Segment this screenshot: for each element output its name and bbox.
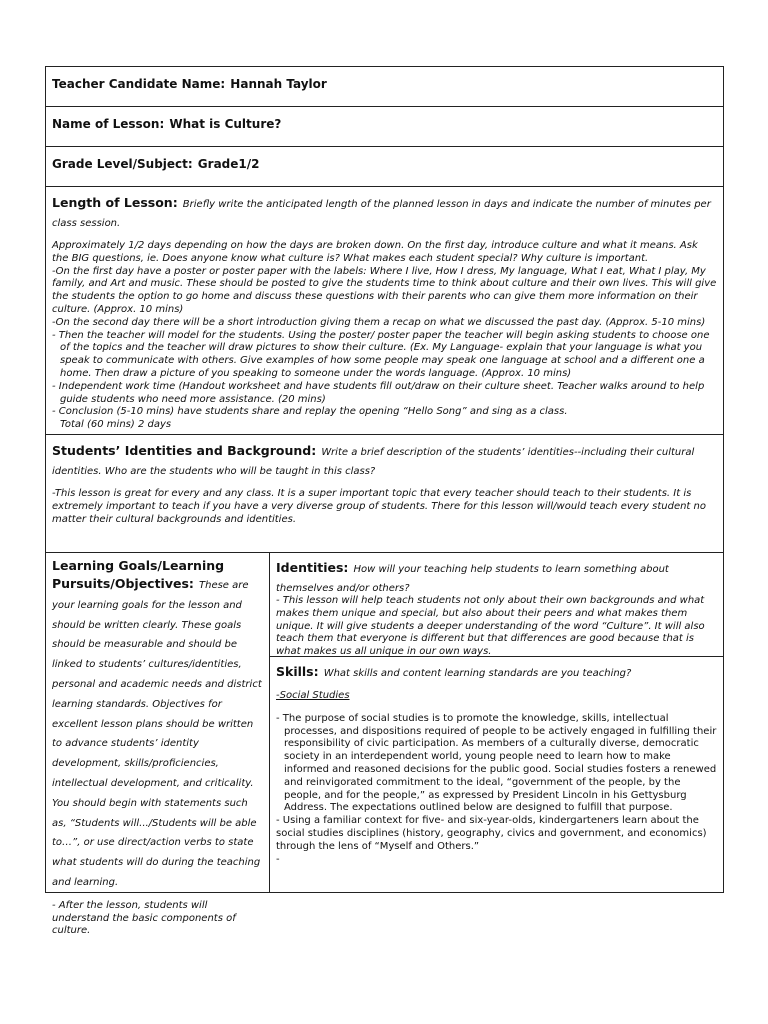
length-model: - Then the teacher will model for the students. Using the poster/ poster paper the teacher will begin asking students to choose one of the topics and the teacher will draw pictures to show their culture. (Ex. My Language- explain that your language is what you speak to communicate with others. Give examples of how some people may speak one language at school and a different one a home. Then draw a picture of you speaking to someone under the words language. (Approx. 10 mins) xyxy=(52,329,710,379)
students-header: Students’ Identities and Background: xyxy=(52,443,317,458)
students-prompt: Write a brief description of the students’ identities--including their cultural identities. Who are the students who will be taught in this class? xyxy=(52,447,695,477)
identities-header: Identities: xyxy=(276,560,349,575)
lesson-plan-table xyxy=(45,66,724,937)
length-conclusion: - Conclusion (5-10 mins) have students share and replay the opening “Hello Song” and sing as a class. xyxy=(52,406,568,418)
teacher-name-value: Hannah Taylor xyxy=(230,77,327,91)
identities-prompt: How will your teaching help students to learn something about themselves and/or others? xyxy=(276,564,669,594)
goals-header-line2: Pursuits/Objectives: xyxy=(52,576,194,591)
length-intro: Approximately 1/2 days depending on how the days are broken down. On the first day, introduce culture and what it means. Ask the BIG questions, ie. Does anyone know what culture is? What makes each student special? Why culture is important. xyxy=(52,240,698,264)
skills-paragraph-2: - Using a familiar context for five- and six-year-olds, kindergarteners learn about the social studies disciplines (history, geography, civics and government, and economics) through the lens of “Myself and Others.” xyxy=(276,815,707,852)
goals-header-line1: Learning Goals/Learning xyxy=(52,558,225,573)
skills-cell xyxy=(270,657,723,892)
skills-subhead: -Social Studies xyxy=(276,690,350,701)
length-day1: -On the first day have a poster or poster paper with the labels: Where I live, How I dress, My language, What I eat, What I play, My family, and Art and music. These should be posted to give the students time to think about culture and their own lives. This will give the students the option to go home and discuss these questions with their parents who can give them more information on their culture. (Approx. 10 mins) xyxy=(52,265,717,315)
lesson-name-value: What is Culture? xyxy=(169,117,282,131)
skills-header: Skills: xyxy=(276,664,319,679)
grade-row xyxy=(46,147,723,187)
length-total: Total (60 mins) 2 days xyxy=(60,419,172,431)
skills-paragraph-1: - The purpose of social studies is to promote the knowledge, skills, intellectual processes, and dispositions required of people to be actively engaged in fulfilling their responsibility of civic participation. As members of a culturally diverse, democratic society in an interdependent world, young people need to learn how to make informed and reasoned decisions for the public good. Social studies fosters a renewed and reinvigorated commitment to the ideal, “government of the people, by the people, and for the people,” as expressed by President Lincoln in his Gettysburg Address. The expectations outlined below are designed to fulfill that purpose. xyxy=(276,712,717,814)
lesson-name-row xyxy=(46,107,723,147)
goals-body: - After the lesson, students will understand the basic components of culture. xyxy=(52,899,236,937)
identities-body: - This lesson will help teach students not only about their own backgrounds and what makes them unique and special, but also about their peers and what makes them unique. It will give students a deeper understanding of the word “Culture”. It will also teach them that everyone is different but that differences are good because that is what makes us all unique in our own ways. xyxy=(276,595,705,658)
length-row xyxy=(46,187,723,435)
goals-prompt: These are your learning goals for the lesson and should be written clearly. These goals should be measurable and should be linked to students’ cultures/identities, personal and academic needs and district learning standards. Objectives for excellent lesson plans should be written to advance students’ identity development, skills/proficiencies, intellectual development, and criticality. You should begin with statements such as, “Students will.../Students will be able to…”, or use direct/action verbs to state what students will do during the teaching and learning. xyxy=(52,580,262,888)
length-prompt: Briefly write the anticipated length of the planned lesson in days and indicate the number of minutes per class session. xyxy=(52,199,711,229)
grade-value: Grade1/2 xyxy=(197,157,260,171)
students-row xyxy=(46,435,723,553)
length-header: Length of Lesson: xyxy=(52,195,178,210)
grade-label: Grade Level/Subject: xyxy=(52,157,193,171)
skills-prompt: What skills and content learning standards are you teaching? xyxy=(323,668,632,679)
length-independent: - Independent work time (Handout worksheet and have students fill out/draw on their culture sheet. Teacher walks around to help guide students who need more assistance. (20 mins) xyxy=(52,380,705,405)
length-day2: -On the second day there will be a short introduction giving them a recap on what we discussed the past day. (Approx. 5-10 mins) xyxy=(52,316,706,328)
identities-cell xyxy=(270,553,723,657)
goals-skills-section xyxy=(46,553,723,937)
lesson-name-label: Name of Lesson: xyxy=(52,117,165,131)
teacher-name-row xyxy=(46,67,723,107)
skills-paragraph-3: - xyxy=(276,853,280,865)
students-body: -This lesson is great for every and any class. It is a super important topic that every teacher should teach to their students. It is extremely important to teach if you have a very diverse group of students. There for this lesson will/would teach every student no matter their cultural backgrounds and identities. xyxy=(52,488,706,525)
learning-goals-cell xyxy=(46,553,270,937)
right-column xyxy=(270,553,723,892)
teacher-name-label: Teacher Candidate Name: xyxy=(52,77,226,91)
